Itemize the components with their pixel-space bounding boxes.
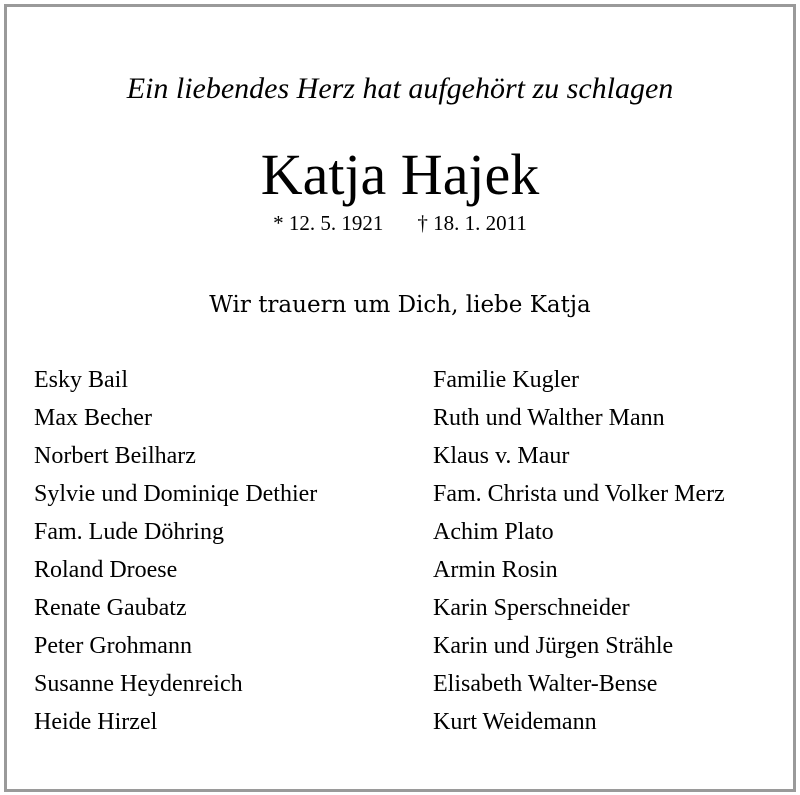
obituary-notice bbox=[4, 4, 796, 792]
mourner-name: Fam. Lude Döhring bbox=[34, 519, 224, 545]
mourner-name: Elisabeth Walter-Bense bbox=[433, 671, 658, 697]
mourner-name: Max Becher bbox=[34, 405, 152, 431]
mourner-name: Susanne Heydenreich bbox=[34, 671, 243, 697]
death-date: † 18. 1. 2011 bbox=[417, 211, 527, 235]
mourner-name: Karin Sperschneider bbox=[433, 595, 630, 621]
mourner-name: Kurt Weidemann bbox=[433, 709, 597, 735]
headline: Ein liebendes Herz hat aufgehört zu schlagen bbox=[126, 72, 674, 105]
mourners-list-right bbox=[433, 361, 725, 741]
mourner-name: Sylvie und Dominiqe Dethier bbox=[34, 481, 318, 507]
mourners-list-left bbox=[34, 361, 317, 741]
deceased-name: Katja Hajek bbox=[260, 142, 540, 207]
mourner-name: Norbert Beilharz bbox=[34, 443, 196, 469]
mourner-name: Armin Rosin bbox=[433, 557, 558, 583]
mourner-name: Roland Droese bbox=[34, 557, 178, 583]
mourner-name: Esky Bail bbox=[34, 367, 128, 393]
birth-date: * 12. 5. 1921 bbox=[273, 211, 384, 235]
mourning-line: Wir trauern um Dich, liebe Katja bbox=[209, 292, 591, 318]
mourner-name: Familie Kugler bbox=[433, 367, 579, 393]
mourner-name: Renate Gaubatz bbox=[34, 595, 187, 621]
mourner-name: Achim Plato bbox=[433, 519, 554, 545]
mourner-name: Peter Grohmann bbox=[34, 633, 192, 659]
mourner-name: Klaus v. Maur bbox=[433, 443, 570, 469]
mourner-name: Karin und Jürgen Strähle bbox=[433, 633, 674, 659]
mourner-name: Heide Hirzel bbox=[34, 709, 158, 735]
mourner-name: Fam. Christa und Volker Merz bbox=[433, 481, 725, 507]
life-dates bbox=[7, 209, 793, 237]
mourner-name: Ruth und Walther Mann bbox=[433, 405, 665, 431]
